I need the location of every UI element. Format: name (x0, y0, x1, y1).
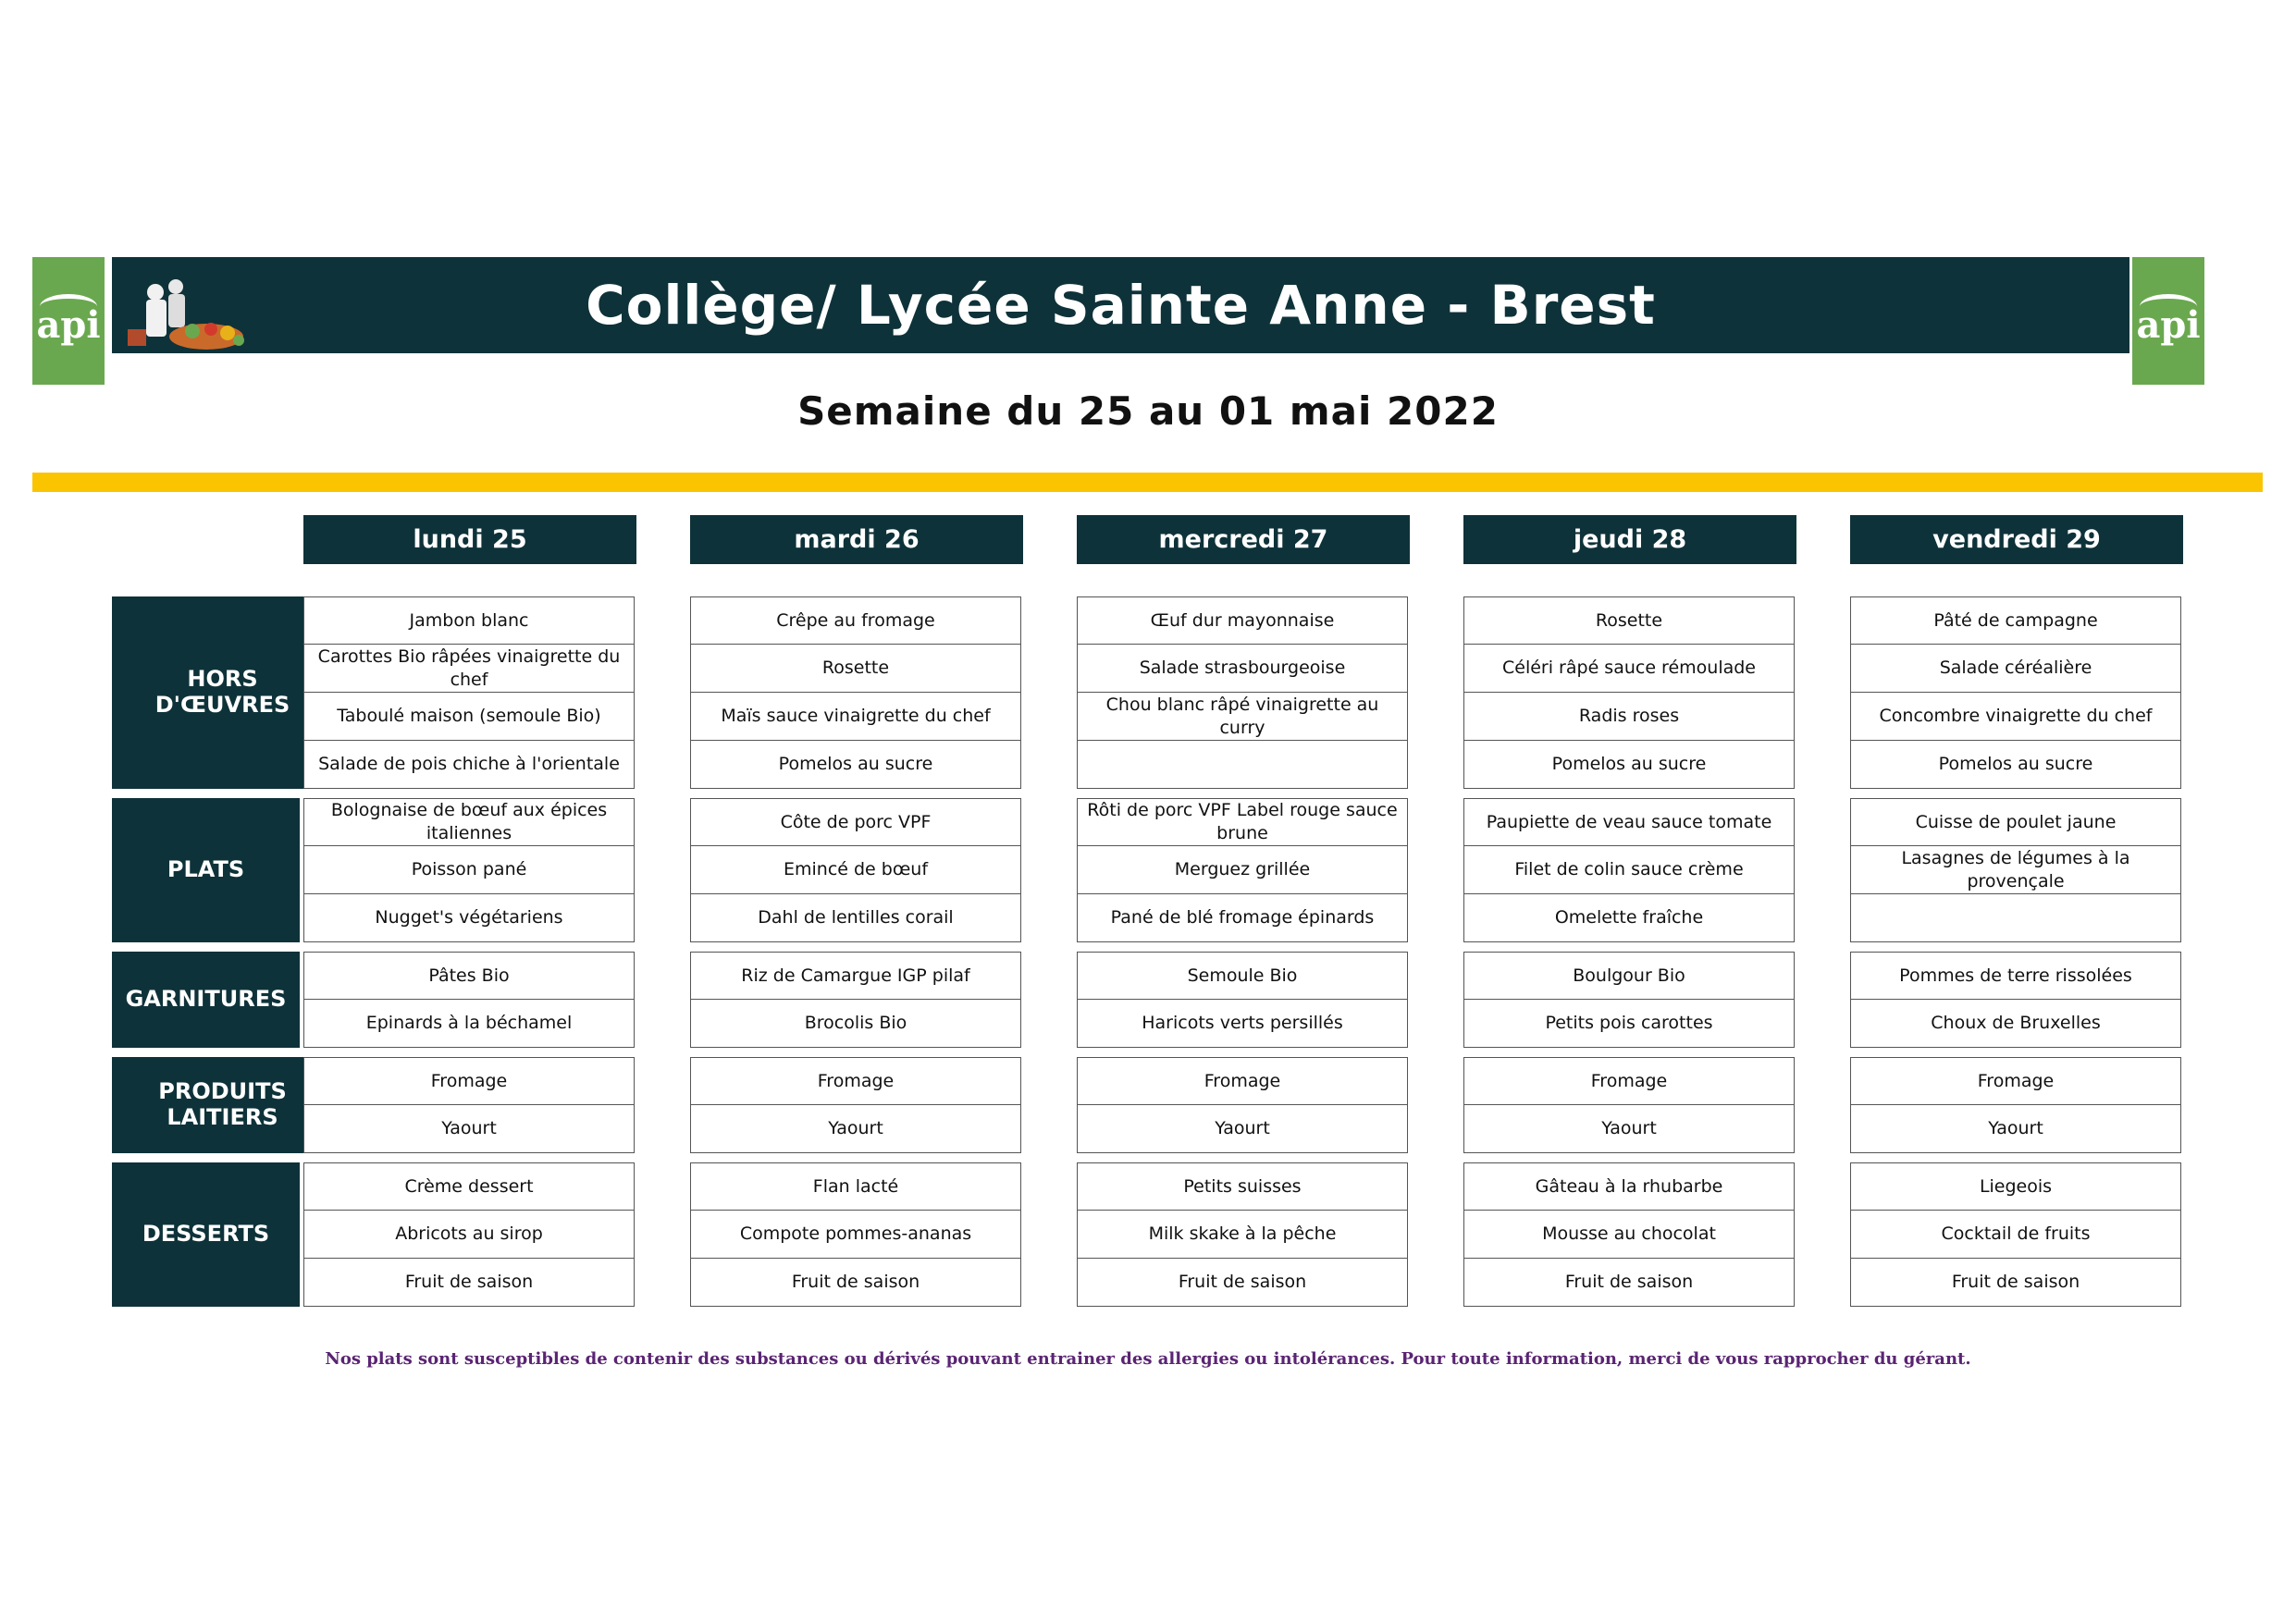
menu-cell: Flan lacté (690, 1162, 1021, 1211)
menu-cell: Fruit de saison (1077, 1259, 1408, 1307)
logo-left-text: api (36, 302, 101, 347)
menu-cell: Pomelos au sucre (690, 741, 1021, 789)
menu-cell: Pâté de campagne (1850, 596, 2181, 645)
menu-cell: Mousse au chocolat (1463, 1211, 1795, 1259)
menu-cell: Crème dessert (303, 1162, 635, 1211)
menu-cell: Nugget's végétariens (303, 894, 635, 942)
menu-cell: Compote pommes-ananas (690, 1211, 1021, 1259)
menu-cell: Fromage (1463, 1057, 1795, 1105)
menu-cell: Filet de colin sauce crème (1463, 846, 1795, 894)
menu-cell: Céléri râpé sauce rémoulade (1463, 645, 1795, 693)
menu-cell: Yaourt (1463, 1105, 1795, 1153)
menu-cell: Choux de Bruxelles (1850, 1000, 2181, 1048)
menu-cell: Œuf dur mayonnaise (1077, 596, 1408, 645)
menu-cell: Fruit de saison (303, 1259, 635, 1307)
menu-cell: Pommes de terre rissolées (1850, 952, 2181, 1000)
category-label: HORS D'ŒUVRES (112, 596, 333, 789)
allergy-footnote: Nos plats sont susceptibles de contenir des substances ou dérivés pouvant entrainer des allergies ou intolérances. Pour toute information, merci de vous rapprocher du gérant. (325, 1349, 1971, 1369)
menu-cell: Jambon blanc (303, 596, 635, 645)
menu-cell: Poisson pané (303, 846, 635, 894)
menu-cell: Omelette fraîche (1463, 894, 1795, 942)
menu-cell: Fruit de saison (1850, 1259, 2181, 1307)
menu-cell: Yaourt (690, 1105, 1021, 1153)
category-label: PRODUITS LAITIERS (112, 1057, 333, 1153)
menu-cell: Salade de pois chiche à l'orientale (303, 741, 635, 789)
menu-cell: Rôti de porc VPF Label rouge sauce brune (1077, 798, 1408, 846)
menu-cell: Liegeois (1850, 1162, 2181, 1211)
menu-cell: Brocolis Bio (690, 1000, 1021, 1048)
menu-cell: Salade strasbourgeoise (1077, 645, 1408, 693)
menu-cell: Radis roses (1463, 693, 1795, 741)
menu-cell: Paupiette de veau sauce tomate (1463, 798, 1795, 846)
menu-cell: Fromage (690, 1057, 1021, 1105)
menu-cell: Milk skake à la pêche (1077, 1211, 1408, 1259)
category-label: PLATS (112, 798, 300, 942)
title-banner (112, 257, 2129, 353)
day-header: vendredi 29 (1850, 515, 2183, 564)
menu-cell (1077, 741, 1408, 789)
menu-cell: Fromage (1850, 1057, 2181, 1105)
menu-cell: Rosette (1463, 596, 1795, 645)
category-label: DESSERTS (112, 1162, 300, 1307)
day-header: lundi 25 (303, 515, 636, 564)
menu-cell: Haricots verts persillés (1077, 1000, 1408, 1048)
menu-cell (1850, 894, 2181, 942)
menu-cell: Semoule Bio (1077, 952, 1408, 1000)
menu-cell: Petits pois carottes (1463, 1000, 1795, 1048)
menu-cell: Taboulé maison (semoule Bio) (303, 693, 635, 741)
menu-cell: Chou blanc râpé vinaigrette au curry (1077, 693, 1408, 741)
menu-cell: Epinards à la béchamel (303, 1000, 635, 1048)
menu-cell: Emincé de bœuf (690, 846, 1021, 894)
menu-cell: Merguez grillée (1077, 846, 1408, 894)
menu-cell: Maïs sauce vinaigrette du chef (690, 693, 1021, 741)
api-logo-right (2132, 257, 2204, 385)
menu-cell: Fromage (1077, 1057, 1408, 1105)
menu-cell: Cuisse de poulet jaune (1850, 798, 2181, 846)
week-heading: Semaine du 25 au 01 mai 2022 (797, 388, 1499, 434)
menu-cell: Dahl de lentilles corail (690, 894, 1021, 942)
menu-cell: Pané de blé fromage épinards (1077, 894, 1408, 942)
menu-cell: Fromage (303, 1057, 635, 1105)
menu-cell: Riz de Camargue IGP pilaf (690, 952, 1021, 1000)
menu-cell: Lasagnes de légumes à la provençale (1850, 846, 2181, 894)
menu-cell: Gâteau à la rhubarbe (1463, 1162, 1795, 1211)
day-header: jeudi 28 (1463, 515, 1796, 564)
category-label: GARNITURES (112, 952, 300, 1048)
menu-cell: Concombre vinaigrette du chef (1850, 693, 2181, 741)
menu-cell: Boulgour Bio (1463, 952, 1795, 1000)
menu-cell: Fruit de saison (690, 1259, 1021, 1307)
menu-cell: Pâtes Bio (303, 952, 635, 1000)
logo-right-text: api (2136, 302, 2201, 347)
menu-cell: Pomelos au sucre (1850, 741, 2181, 789)
menu-cell: Yaourt (1850, 1105, 2181, 1153)
menu-cell: Crêpe au fromage (690, 596, 1021, 645)
menu-cell: Yaourt (303, 1105, 635, 1153)
menu-cell: Abricots au sirop (303, 1211, 635, 1259)
page-title: Collège/ Lycée Sainte Anne - Brest (586, 274, 1656, 337)
menu-cell: Cocktail de fruits (1850, 1211, 2181, 1259)
menu-cell: Rosette (690, 645, 1021, 693)
menu-cell: Petits suisses (1077, 1162, 1408, 1211)
menu-cell: Bolognaise de bœuf aux épices italiennes (303, 798, 635, 846)
api-logo-left (32, 257, 105, 385)
menu-cell: Fruit de saison (1463, 1259, 1795, 1307)
menu-cell: Pomelos au sucre (1463, 741, 1795, 789)
menu-cell: Côte de porc VPF (690, 798, 1021, 846)
menu-cell: Salade céréalière (1850, 645, 2181, 693)
menu-cell: Yaourt (1077, 1105, 1408, 1153)
menu-cell: Carottes Bio râpées vinaigrette du chef (303, 645, 635, 693)
yellow-divider (32, 473, 2263, 492)
day-header: mardi 26 (690, 515, 1023, 564)
chef-illustration-icon (118, 274, 257, 351)
day-header: mercredi 27 (1077, 515, 1410, 564)
